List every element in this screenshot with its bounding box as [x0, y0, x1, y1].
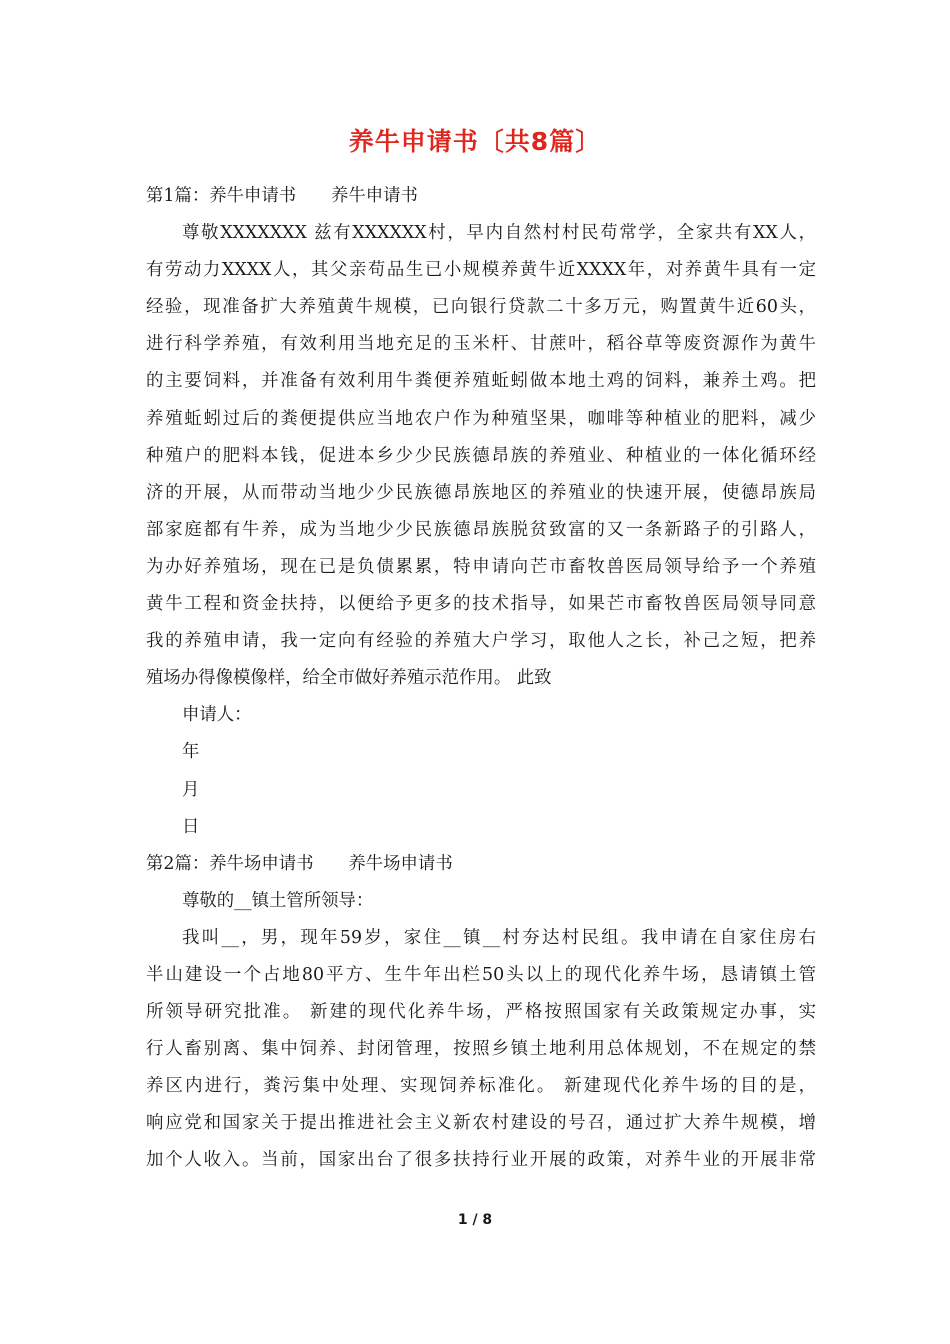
paragraph-line: 为办好养殖场，现在已是负债累累，特申请向芒市畜牧兽医局领导给予一个养殖	[146, 556, 816, 577]
paragraph-line: 我的养殖申请，我一定向有经验的养殖大户学习，取他人之长，补己之短，把养	[146, 631, 816, 652]
paragraph-line: 我叫__，男，现年59岁，家住__镇__村夯达村民组。我申请在自家住房右	[182, 927, 816, 948]
section-heading: 第1篇：养牛申请书 养牛申请书	[146, 186, 418, 206]
document-body	[146, 178, 816, 1180]
paragraph-line: 济的开展，从而带动当地少少民族德昂族地区的养殖业的快速开展，使德昂族局	[146, 482, 816, 503]
paragraph-line: 殖场办得像模像样，给全市做好养殖示范作用。 此致	[146, 668, 552, 689]
paragraph-line: 响应党和国家关于提出推进社会主义新农村建设的号召，通过扩大养牛规模，增	[146, 1113, 816, 1134]
paragraph-line: 养殖蚯蚓过后的粪便提供应当地农户作为种殖坚果，咖啡等种植业的肥料，减少	[146, 408, 816, 429]
paragraph-line: 黄牛工程和资金扶持，以便给予更多的技术指导，如果芒市畜牧兽医局领导同意	[146, 594, 816, 615]
paragraph-line: 行人畜别离、集中饲养、封闭管理，按照乡镇土地利用总体规划，不在规定的禁	[146, 1039, 816, 1060]
paragraph-line: 半山建设一个占地80平方、生牛年出栏50头以上的现代化养牛场，恳请镇土管	[146, 964, 816, 985]
paragraph-line: 的主要饲料，并准备有效利用牛粪便养殖蚯蚓做本地土鸡的饲料，兼养土鸡。把	[146, 371, 816, 392]
salutation-line: 尊敬的__镇土管所领导：	[182, 890, 374, 911]
paragraph-line: 进行科学养殖，有效利用当地充足的玉米杆、甘蔗叶，稻谷草等废资源作为黄牛	[146, 334, 816, 355]
signature-year: 年	[182, 742, 200, 763]
paragraph-line: 养区内进行，粪污集中处理、实现饲养标准化。 新建现代化养牛场的目的是，	[146, 1076, 816, 1097]
signature-day: 日	[182, 816, 200, 837]
paragraph-line: 种殖户的肥料本钱，促进本乡少少民族德昂族的养殖业、种植业的一体化循环经	[146, 445, 816, 466]
paragraph-line: 加个人收入。当前，国家出台了很多扶持行业开展的政策，对养牛业的开展非常	[146, 1150, 816, 1171]
paragraph-line: 所领导研究批准。 新建的现代化养牛场，严格按照国家有关政策规定办事，实	[146, 1002, 816, 1023]
paragraph-line: 尊敬XXXXXXX 兹有XXXXXX村，早内自然村村民苟常学，全家共有XX人，	[182, 223, 816, 244]
paragraph-line: 有劳动力XXXX人，其父亲苟品生已小规模养黄牛近XXXX年，对养黄牛具有一定	[146, 260, 816, 281]
page-number: 1 / 8	[457, 1212, 493, 1228]
paragraph-line: 经验，现准备扩大养殖黄牛规模，已向银行贷款二十多万元，购置黄牛近60头，	[146, 297, 816, 318]
paragraph-line: 部家庭都有牛养，成为当地少少民族德昂族脱贫致富的又一条新路子的引路人，	[146, 519, 816, 540]
section-heading: 第2篇：养牛场申请书 养牛场申请书	[146, 853, 453, 874]
signature-applicant: 申请人：	[182, 705, 252, 726]
document-title: 养牛申请书〔共8篇〕	[348, 127, 602, 156]
signature-month: 月	[182, 779, 200, 800]
